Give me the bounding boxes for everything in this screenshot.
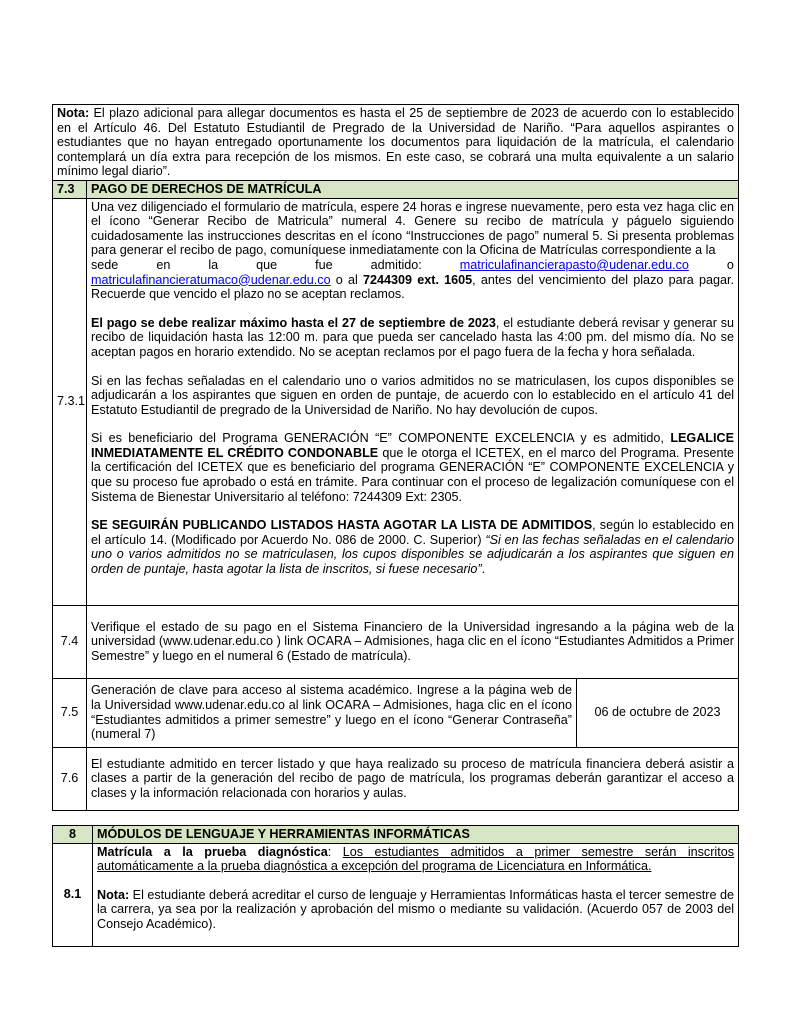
row-content [87, 678, 577, 747]
contact-line [91, 258, 734, 273]
text-span: Generación de clave para acceso al sistema académico. Ingrese a la página web de la Universidad www.udenar.edu.co al link OCARA – Admisiones, haga clic en el ícono “Estudiantes admitidos a primer semestre” y luego en el ícono “Generar Contraseña” (numeral 7) [91, 683, 572, 742]
text-span: , el estudiante deberá revisar y generar su recibo de liquidación hasta las 12:00 m. para que pueda ser cancelado hasta las 4:00 pm. del mismo día. No se aceptan pagos en horario extendido. No se aceptan reclamos por el pago fuera de la fecha y hora señalada. [91, 315, 734, 359]
word: o [726, 257, 734, 272]
note-row [53, 105, 739, 181]
quote-italic: “Si en las fechas señaladas en el calendario uno o varios admitidos no se matriculasen, los cupos disponibles se adjudicarán a los aspirantes que siguen en orden de puntaje, hasta agotar la lista de inscritos, si fuese necesario” [91, 532, 734, 577]
note-cell [53, 105, 739, 181]
text-span: . [481, 562, 486, 577]
row-number: 7.3.1 [53, 198, 87, 605]
section-header-7-3 [53, 180, 739, 198]
section-number: 7.3 [53, 180, 87, 198]
paragraph-payment-instructions [91, 200, 734, 258]
row-content [93, 843, 739, 946]
lists-bold: SE SEGUIRÁN PUBLICANDO LISTADOS HASTA AGOTAR LA LISTA DE ADMITIDOS [91, 518, 593, 533]
diagnostic-label: Matrícula a la prueba diagnóstica [97, 844, 328, 859]
note-text: El plazo adicional para allegar documentos es hasta el 25 de septiembre de 2023 de acuerdo con lo establecido en el Artículo 46. Del Estatuto Estudiantil de Pregrado de la Universidad de Nariño. “Para aquellos aspirantes o estudiantes que no hayan entregado oportunamente los documentos para liquidación de la matrícula, el calendario contemplará un día extra para recepción de los mismos. En este caso, se cobrará una multa equivalente a un salario mínimo legal diario”. [57, 106, 734, 179]
row-number: 7.6 [53, 747, 87, 810]
text-span: Una vez diligenciado el formulario de matrícula, espere 24 horas e ingrese nuevamente, pero esta vez haga clic en el ícono “Generar Recibo de Matricula” numeral 4. Genere su recibo de matrícula y páguelo siguiendo cuidadosamente las instrucciones descritas en el ícono “Instrucciones de pago” numeral 5. Si presenta problemas para generar el recibo de pago, comuníquese inmediatamente con la Oficina de Matrículas correspondiente a la [91, 199, 734, 258]
section-title: PAGO DE DERECHOS DE MATRÍCULA [87, 180, 739, 198]
paragraph-lists [91, 518, 734, 576]
row-content [87, 198, 739, 605]
word: admitido: [370, 257, 422, 272]
email-link-tumaco[interactable]: matriculafinancieratumaco@udenar.edu.co [91, 272, 331, 287]
text-span: , antes del vencimiento del plazo para pagar. Recuerde que vencido el plazo no se aceptan reclamos. [91, 272, 734, 302]
section-title: MÓDULOS DE LENGUAJE Y HERRAMIENTAS INFORMÁTICAS [93, 826, 739, 844]
paragraph-payment-contact [91, 273, 734, 302]
row-7-5 [53, 678, 739, 747]
section-header-8 [53, 826, 739, 844]
paragraph-seat-allocation [91, 374, 734, 418]
row-7-6 [53, 747, 739, 810]
row-date: 06 de octubre de 2023 [577, 678, 739, 747]
word: que [256, 257, 278, 272]
row-content [87, 605, 739, 678]
legalize-bold: LEGALICE INMEDIATAMENTE EL CRÉDITO CONDONABLE [91, 431, 734, 460]
email-link-pasto[interactable]: matriculafinancierapasto@udenar.edu.co [459, 257, 689, 272]
row-7-4 [53, 605, 739, 678]
text-span: Verifique el estado de su pago en el Sistema Financiero de la Universidad ingresando a la página web de la universidad (www.udenar.edu.co ) link OCARA – Admisiones, haga clic en el ícono “Estudiantes Admitidos a Primer Semestre” y luego en el numeral 6 (Estado de matrícula). [91, 619, 734, 663]
row-7-3-1 [53, 198, 739, 605]
deadline-bold: El pago se debe realizar máximo hasta el 27 de septiembre de 2023 [91, 315, 496, 330]
phone-number: 7244309 ext. 1605 [363, 272, 473, 287]
paragraph-payment-deadline [91, 316, 734, 360]
text-span: , según lo establecido en el artículo 14. (Modificado por Acuerdo No. 086 de 2000. C. Superior) [91, 518, 734, 547]
text-span: Si en las fechas señaladas en el calendario uno o varios admitidos no se matriculasen, los cupos disponibles se adjudicarán a los aspirantes que siguen en orden de puntaje, de acuerdo con lo establecido en el artículo 41 del Estatuto Estudiantil de pregrado de la Universidad de Nariño. No hay devolución de cupos. [91, 373, 734, 417]
word: fue [315, 257, 333, 272]
section-number: 8 [53, 826, 93, 844]
enrollment-table [52, 104, 739, 811]
text-span: : [327, 844, 343, 859]
row-number: 7.5 [53, 678, 87, 747]
word: sede [91, 257, 119, 272]
note-label: Nota: [97, 887, 130, 902]
row-number: 8.1 [53, 843, 93, 946]
text-span: Si es beneficiario del Programa GENERACIÓN “E” COMPONENTE EXCELENCIA y es admitido, [91, 431, 671, 446]
row-content [87, 747, 739, 810]
word: la [208, 257, 219, 272]
paragraph-modules-note [97, 888, 734, 932]
word: en [156, 257, 171, 272]
paragraph-generacion-e [91, 431, 734, 504]
row-number: 7.4 [53, 605, 87, 678]
text-span: El estudiante admitido en tercer listado y que haya realizado su proceso de matrícula financiera deberá asistir a clases a partir de la generación del recibo de pago de matrícula, los programas deberán garantizar el acceso a clases y la información relacionada con horarios y aulas. [91, 756, 734, 800]
row-8-1 [53, 843, 739, 946]
note-text: El estudiante deberá acreditar el curso de lenguaje y Herramientas Informáticas hasta el tercer semestre de la carrera, ya sea por la realización y aprobación del mismo o mediante su validación. (Acuerdo 057 de 2003 del Consejo Académico). [97, 887, 734, 931]
diagnostic-text: Los estudiantes admitidos a primer semestre serán inscritos automáticamente a la prueba diagnóstica a excepción del programa de Licenciatura en Informática. [97, 844, 735, 874]
note-label: Nota: [57, 106, 90, 120]
paragraph-diagnostic [97, 845, 734, 874]
modules-table [52, 825, 739, 947]
text-span: o al [330, 272, 364, 287]
text-span: que le otorga el ICETEX, en el marco del Programa. Presente la certificación del ICETEX que es beneficiario del programa GENERACIÓN “E” COMPONENTE EXCELENCIA y que su proceso fue aprobado o está en trámite. Para continuar con el proceso de legalización comuníquese con el Sistema de Bienestar Universitario al teléfono: 7244309 Ext: 2305. [91, 445, 735, 504]
